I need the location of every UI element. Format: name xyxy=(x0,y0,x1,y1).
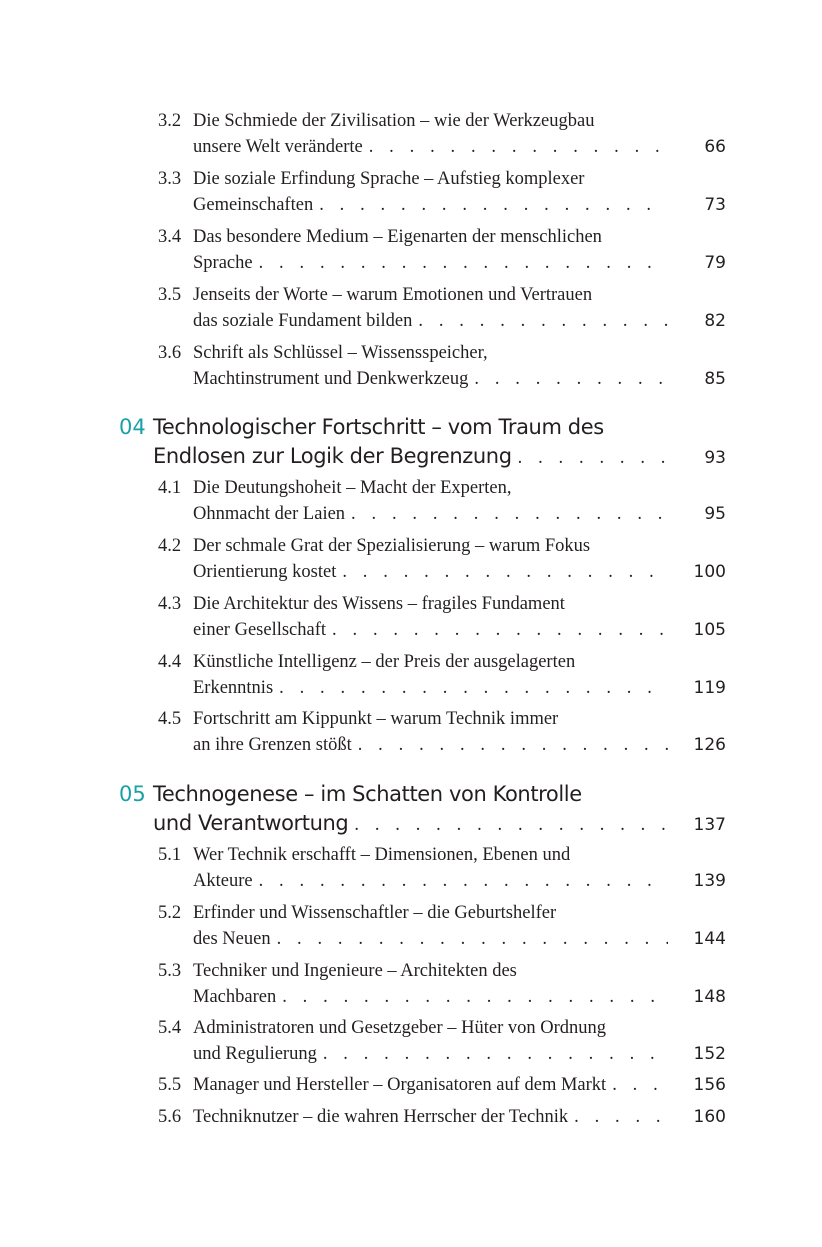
page-number: 137 xyxy=(693,815,726,835)
toc-entry-5-2[interactable] xyxy=(158,900,726,952)
leader-dots xyxy=(612,1072,668,1098)
section-title-line2: Gemeinschaften xyxy=(193,195,314,215)
page-number: 79 xyxy=(704,253,726,273)
section-title-line2: Machtinstrument und Denkwerkzeug xyxy=(193,369,469,389)
section-title-line2: Ohnmacht der Laien xyxy=(193,504,346,524)
toc-entry-3-2[interactable] xyxy=(158,108,726,160)
section-number: 5.4 xyxy=(158,1018,182,1038)
page-number: 82 xyxy=(704,311,726,331)
section-title-line2: Machbaren xyxy=(193,987,277,1007)
section-title: Techniknutzer – die wahren Herrscher der Technik xyxy=(193,1107,569,1127)
section-title-line1: Der schmale Grat der Spezialisierung – warum Fokus xyxy=(193,536,591,556)
section-title-line2: an ihre Grenzen stößt xyxy=(193,735,352,755)
section-title-line1: Die Schmiede der Zivilisation – wie der Werkzeugbau xyxy=(193,111,595,131)
toc-entry-4-2[interactable] xyxy=(158,533,726,585)
section-title-line2: Orientierung kostet xyxy=(193,562,337,582)
section-title-line1: Fortschritt am Kippunkt – warum Technik immer xyxy=(193,709,559,729)
leader-dots xyxy=(332,617,668,643)
section-title-line1: Die Architektur des Wissens – fragiles Fundament xyxy=(193,594,565,614)
toc-entry-3-5[interactable] xyxy=(158,282,726,334)
page-number: 66 xyxy=(704,137,726,157)
leader-dots xyxy=(259,868,668,894)
leader-dots xyxy=(282,984,668,1010)
section-number: 3.5 xyxy=(158,285,182,305)
section-number: 5.6 xyxy=(158,1107,182,1127)
page-number: 144 xyxy=(693,929,726,949)
section-title-line2: und Regulierung xyxy=(193,1044,317,1064)
leader-dots xyxy=(342,559,668,585)
toc-entry-4-3[interactable] xyxy=(158,591,726,643)
section-title-line1: Das besondere Medium – Eigenarten der menschlichen xyxy=(193,227,602,247)
toc-entry-5-1[interactable] xyxy=(158,842,726,894)
page-number: 85 xyxy=(704,369,726,389)
section-title-line1: Die soziale Erfindung Sprache – Aufstieg komplexer xyxy=(193,169,585,189)
section-number: 4.4 xyxy=(158,652,182,672)
section-number: 3.6 xyxy=(158,343,182,363)
section-title-line1: Künstliche Intelligenz – der Preis der ausgelagerten xyxy=(193,652,576,672)
leader-dots xyxy=(418,308,668,334)
section-number: 5.1 xyxy=(158,845,182,865)
leader-dots xyxy=(277,926,668,952)
toc-chapter-04[interactable] xyxy=(119,413,726,473)
section-title-line1: Wer Technik erschafft – Dimensionen, Ebenen und xyxy=(193,845,571,865)
section-title-line2: Akteure xyxy=(193,871,253,891)
leader-dots xyxy=(319,192,668,218)
chapter-number: 05 xyxy=(119,782,146,806)
leader-dots xyxy=(358,732,668,758)
page-number: 119 xyxy=(693,678,726,698)
section-number: 5.5 xyxy=(158,1075,182,1095)
toc-entry-4-1[interactable] xyxy=(158,475,726,527)
page-number: 93 xyxy=(704,448,726,468)
section-title-line2: unsere Welt veränderte xyxy=(193,137,363,157)
page-number: 126 xyxy=(693,735,726,755)
toc-entry-3-3[interactable] xyxy=(158,166,726,218)
page-number: 95 xyxy=(704,504,726,524)
page-number: 152 xyxy=(693,1044,726,1064)
section-number: 5.3 xyxy=(158,961,182,981)
leader-dots xyxy=(518,444,668,473)
section-title-line1: Erfinder und Wissenschaftler – die Geburtshelfer xyxy=(193,903,557,923)
leader-dots xyxy=(323,1041,668,1067)
section-number: 4.2 xyxy=(158,536,182,556)
toc-entry-4-4[interactable] xyxy=(158,649,726,701)
page-number: 160 xyxy=(693,1107,726,1127)
toc-entry-5-4[interactable] xyxy=(158,1015,726,1067)
toc-entry-3-4[interactable] xyxy=(158,224,726,276)
chapter-title-line2: Endlosen zur Logik der Begrenzung xyxy=(153,444,512,468)
section-number: 3.4 xyxy=(158,227,182,247)
section-number: 3.2 xyxy=(158,111,182,131)
leader-dots xyxy=(259,250,668,276)
chapter-number: 04 xyxy=(119,415,146,439)
section-number: 5.2 xyxy=(158,903,182,923)
section-title-line1: Schrift als Schlüssel – Wissensspeicher, xyxy=(193,343,488,363)
page-number: 105 xyxy=(693,620,726,640)
section-title-line2: Erkenntnis xyxy=(193,678,274,698)
toc-entry-5-6[interactable] xyxy=(158,1104,726,1130)
toc-entry-3-6[interactable] xyxy=(158,340,726,392)
chapter-title-line1: Technogenese – im Schatten von Kontrolle xyxy=(153,782,582,806)
page-number: 148 xyxy=(693,987,726,1007)
page-number: 156 xyxy=(693,1075,726,1095)
toc-entry-4-5[interactable] xyxy=(158,706,726,758)
leader-dots xyxy=(474,366,668,392)
page-number: 100 xyxy=(693,562,726,582)
section-title-line2: Sprache xyxy=(193,253,253,273)
section-title-line1: Jenseits der Worte – warum Emotionen und Vertrauen xyxy=(193,285,593,305)
section-title-line1: Administratoren und Gesetzgeber – Hüter von Ordnung xyxy=(193,1018,607,1038)
section-title-line1: Techniker und Ingenieure – Architekten des xyxy=(193,961,517,981)
toc-entry-5-5[interactable] xyxy=(158,1072,726,1098)
section-number: 4.3 xyxy=(158,594,182,614)
section-number: 4.5 xyxy=(158,709,182,729)
section-title: Manager und Hersteller – Organisatoren auf dem Markt xyxy=(193,1075,607,1095)
leader-dots xyxy=(354,811,668,840)
section-title-line2: einer Gesellschaft xyxy=(193,620,327,640)
section-number: 4.1 xyxy=(158,478,182,498)
toc-entry-5-3[interactable] xyxy=(158,958,726,1010)
section-title-line2: des Neuen xyxy=(193,929,271,949)
leader-dots xyxy=(351,501,668,527)
chapter-title-line1: Technologischer Fortschritt – vom Traum des xyxy=(153,415,604,439)
section-title-line1: Die Deutungshoheit – Macht der Experten, xyxy=(193,478,512,498)
chapter-title-line2: und Verantwortung xyxy=(153,811,349,835)
toc-chapter-05[interactable] xyxy=(119,780,726,840)
leader-dots xyxy=(279,675,668,701)
page-number: 139 xyxy=(693,871,726,891)
leader-dots xyxy=(369,134,668,160)
section-title-line2: das soziale Fundament bilden xyxy=(193,311,413,331)
section-number: 3.3 xyxy=(158,169,182,189)
leader-dots xyxy=(574,1104,668,1130)
page-number: 73 xyxy=(704,195,726,215)
